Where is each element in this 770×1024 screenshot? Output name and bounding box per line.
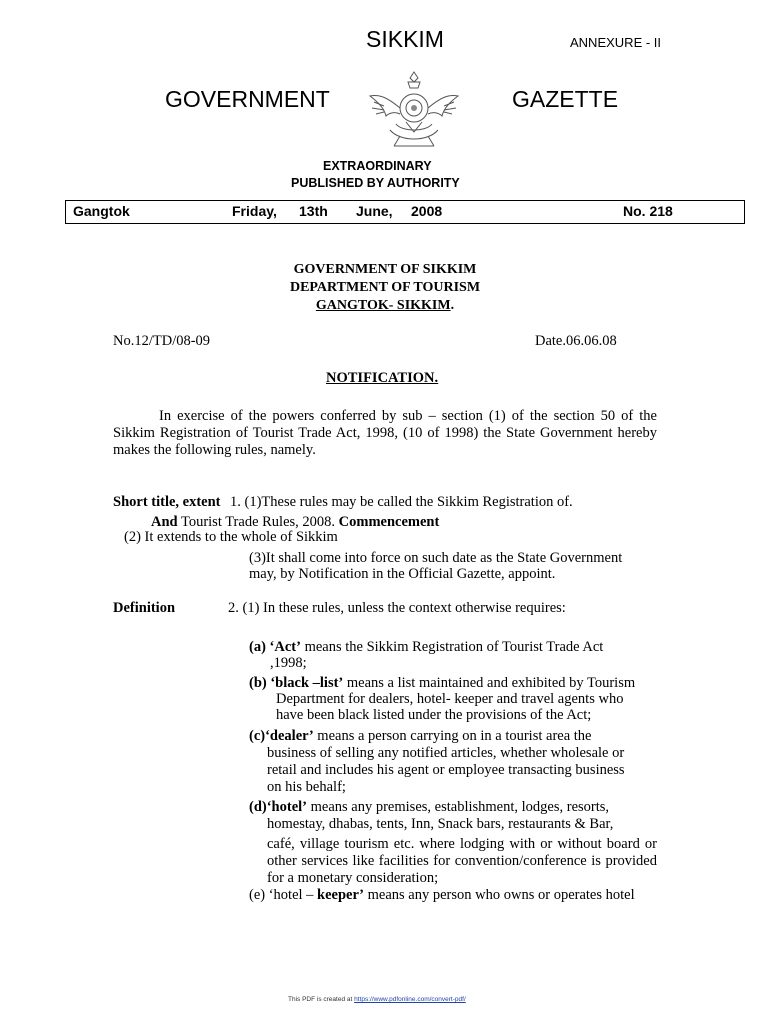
definition-b-line3: have been black listed under the provisions of the Act;: [276, 707, 592, 723]
gazette-state-title: SIKKIM: [366, 26, 444, 52]
rule1-line1: 1. (1)These rules may be called the Sikkim Registration of.: [230, 494, 573, 510]
gazette-number: No. 218: [623, 203, 673, 219]
definition-c-term: (c)‘dealer’: [249, 728, 314, 744]
definition-c-line4: on his behalf;: [267, 779, 346, 795]
definition-a-term: (a) ‘Act’: [249, 639, 301, 655]
definition-c-line2: business of selling any notified articles, whether wholesale or: [267, 745, 625, 761]
definition-d-text: means any premises, establishment, lodges, resorts,: [307, 799, 610, 815]
definition-b-line2: Department for dealers, hotel- keeper and travel agents who: [276, 691, 624, 707]
definition-e-text: means any person who owns or operates hotel: [364, 887, 635, 903]
definition-d-line2: homestay, dhabas, tents, Inn, Snack bars, restaurants & Bar,: [267, 816, 614, 832]
reference-number: No.12/TD/08-09: [113, 333, 211, 349]
dateline-place: Gangtok: [73, 203, 130, 219]
rule1-margin-note: Short title, extent: [113, 494, 221, 510]
office-department: DEPARTMENT OF TOURISM: [289, 280, 481, 295]
definition-d-term: (d)‘hotel’: [249, 799, 307, 815]
rule1-line5: may, by Notification in the Official Gazette, appoint.: [249, 566, 556, 582]
rule1-and: And: [151, 514, 178, 530]
definition-d: [249, 799, 609, 816]
office-place: [0, 298, 770, 314]
dateline-day: Friday,: [232, 203, 277, 219]
definition-b-term: (b) ‘black –list’: [249, 675, 344, 691]
rule1-line3: (2) It extends to the whole of Sikkim: [124, 529, 338, 545]
preamble-paragraph: In exercise of the powers conferred by sub – section (1) of the section 50 of the Sikkim Registration of Tourist Trade Act, 1998, (10 of 1998) the State Government hereby makes the following rules, namely.: [113, 408, 657, 458]
published-by-authority-label: PUBLISHED BY AUTHORITY: [291, 176, 460, 190]
office-government: GOVERNMENT OF SIKKIM: [293, 262, 477, 277]
gazette-gazette-title: GAZETTE: [512, 86, 619, 112]
rule1-line2-text: Tourist Trade Rules, 2008.: [177, 514, 339, 530]
pdf-footer-link[interactable]: https://www.pdfonline.com/convert-pdf/: [354, 996, 466, 1003]
rule1-commencement: Commencement: [338, 514, 440, 530]
definition-b-text: means a list maintained and exhibited by Tourism: [343, 675, 636, 691]
pdf-footer-prefix: This PDF is created at: [288, 996, 355, 1003]
definition-e: [249, 887, 635, 904]
definition-e-term: keeper’: [317, 887, 365, 903]
definition-a-text: means the Sikkim Registration of Tourist Trade Act: [300, 639, 604, 655]
reference-date: Date.06.06.08: [535, 333, 617, 349]
dateline-year: 2008: [411, 203, 443, 219]
definition-a-line2: ,1998;: [270, 655, 307, 671]
extraordinary-label: EXTRAORDINARY: [323, 159, 432, 173]
rule1-line4: (3)It shall come into force on such date as the State Government: [249, 550, 623, 566]
annexure-label: ANNEXURE - II: [570, 35, 662, 50]
definition-b: [249, 675, 635, 692]
rule2-margin-note: Definition: [113, 600, 176, 616]
definition-d-line3: café, village tourism etc. where lodging with or without board or other services like facilities for convention/conference is provided for a monetary consideration;: [267, 836, 657, 886]
office-place-period: .: [450, 298, 455, 313]
definition-c: [249, 728, 592, 745]
gazette-government-title: GOVERNMENT: [165, 86, 330, 112]
definition-c-line3: retail and includes his agent or employee transacting business: [267, 762, 625, 778]
rule2-intro: 2. (1) In these rules, unless the context otherwise requires:: [228, 600, 566, 616]
office-place-text: GANGTOK- SIKKIM: [315, 298, 451, 313]
sikkim-emblem-icon: [366, 68, 462, 154]
notification-heading: NOTIFICATION.: [326, 370, 439, 386]
dateline-date: 13th: [299, 203, 328, 219]
definition-a: [249, 639, 603, 656]
definition-e-prefix: (e) ‘hotel –: [249, 887, 318, 903]
pdf-footer: [288, 996, 466, 1003]
dateline-month: June,: [356, 203, 393, 219]
definition-c-text: means a person carrying on in a tourist area the: [313, 728, 592, 744]
